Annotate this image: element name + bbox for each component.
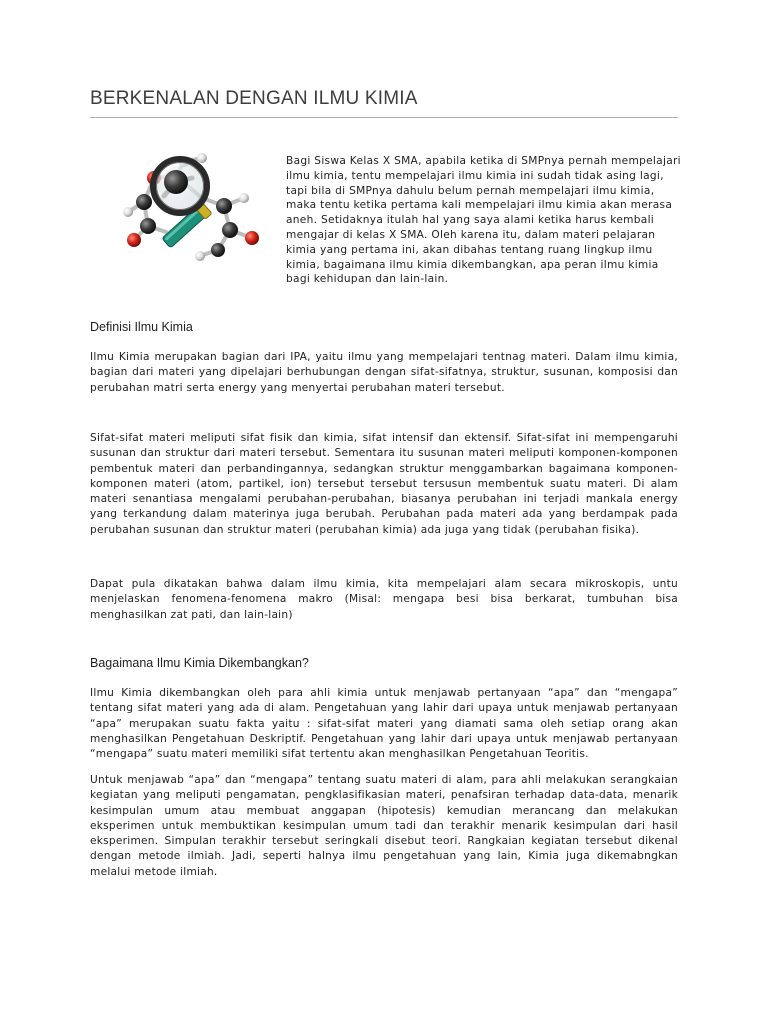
section-heading-definisi: Definisi Ilmu Kimia [90,320,193,334]
paragraph-metode-ilmiah: Untuk menjawab “apa” dan “mengapa” tentang suatu materi di alam, para ahli melakukan serangkaian kegiatan yang meliputi pengamatan, pengklasifikasian materi, penafsiran terhadap data-data, menarik kesimpulan umum atau membuat anggapan (hipotesis) kemudian merancang dan melakukan eksperimen untuk membuktikan kesimpulan umum tadi dan terakhir menarik kesimpulan dari hasil eksperimen. Simpulan terakhir tersebut seringkali disebut teori. Rangkaian kegiatan tersebut dikenal dengan metode ilmiah. Jadi, seperti halnya ilmu pengetahuan yang lain, Kimia juga dikemabngkan melalui metode ilmiah. [90,774,678,878]
paragraph-mikroskopis: Dapat pula dikatakan bahwa dalam ilmu kimia, kita mempelajari alam secara mikroskopis, untu menjelaskan fenomena-fenomena makro (Misal: mengapa besi bisa berkarat, tumbuhan bisa menghasilkan zat pati, dan lain-lain) [90,578,678,621]
paragraph-pengetahuan: Ilmu Kimia dikembangkan oleh para ahli kimia untuk menjawab pertanyaan “apa” dan “mengapa” tentang sifat materi yang ada di alam. Pengetahuan yang lahir dari upaya untuk menjawab pertanyaan “apa” merupakan suatu fakta yaitu : sifat-sifat materi yang diamati sama oleh setiap orang akan menghasilkan Pengetahuan Deskriptif. Pengetahuan yang lahir dari upaya untuk menjawab pertanyaan “mengapa” suatu materi memiliki sifat tertentu akan menghasilkan Pengetahuan Teoritis. [90,687,678,761]
title-divider [90,117,678,118]
intro-paragraph: Bagi Siswa Kelas X SMA, apabila ketika di SMPnya pernah mempelajari ilmu kimia, tentu mempelajari ilmu kimia ini sudah tidak asing lagi, tapi bila di SMPnya dahulu belum pernah mempelajari ilmu kimia, maka tentu ketika pertama kali mempelajari ilmu kimia akan merasa aneh. Setidaknya itulah hal yang saya alami ketika harus kembali mengajar di kelas X SMA. Oleh karena itu, dalam materi pelajaran kimia yang pertama ini, akan dibahas tentang ruang lingkup ilmu kimia, bagaimana ilmu kimia dikembangkan, apa peran ilmu kimia bagi kehidupan dan lain-lain. [286,155,681,286]
section-heading-dikembangkan: Bagaimana Ilmu Kimia Dikembangkan? [90,656,309,670]
magnifier-molecule-icon [106,140,266,280]
page-title: BERKENALAN DENGAN ILMU KIMIA [90,88,418,109]
paragraph-sifat-materi: Sifat-sifat materi meliputi sifat fisik dan kimia, sifat intensif dan ektensif. Sifat-sifat ini mempengaruhi susunan dan struktur dari materi tersebut. Sementara itu susunan materi meliputi komponen-komponen pembentuk materi dan perbandingannya, sedangkan struktur menggambarkan bagaimana komponen-komponen materi (atom, partikel, ion) tersebut tersebut tersusun membentuk suatu materi. Di alam materi senantiasa mengalami perubahan-perubahan, biasanya perubahan ini terjadi mankala energy yang terkandung dalam materinya juga berubah. Perubahan pada materi ada yang berdampak pada perubahan susunan dan struktur materi (perubahan kimia) ada juga yang tidak (perubahan fisika). [90,432,678,536]
paragraph-definisi: Ilmu Kimia merupakan bagian dari IPA, yaitu ilmu yang mempelajari tentnag materi. Dalam ilmu kimia, bagian dari materi yang dipelajari berhubungan dengan sifat-sifatnya, struktur, susunan, komposisi dan perubahan matri serta energy yang menyertai perubahan materi tersebut. [90,351,678,394]
